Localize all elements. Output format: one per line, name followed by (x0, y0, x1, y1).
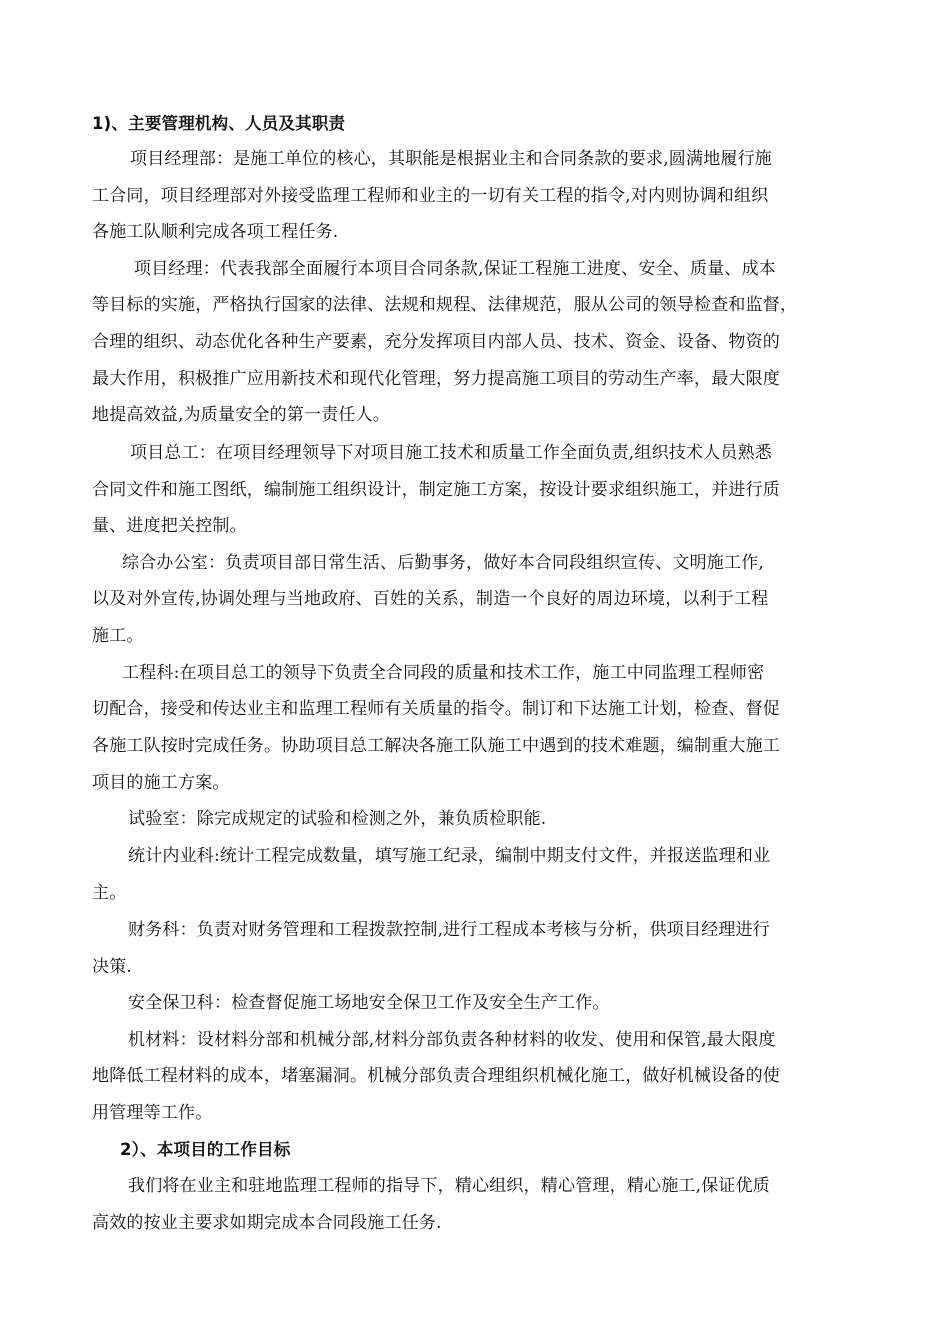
paragraph-line: 试验室：除完成规定的试验和检测之外，兼负质检职能. (128, 809, 547, 829)
paragraph-line: 合理的组织、动态优化各种生产要素，充分发挥项目内部人员、技术、资金、设备、物资的 (92, 332, 780, 352)
paragraph-line: 决策. (92, 957, 133, 977)
paragraph-line: 我们将在业主和驻地监理工程师的指导下，精心组织，精心管理，精心施工,保证优质 (128, 1176, 771, 1196)
paragraph-line: 财务科：负责对财务管理和工程拨款控制,进行工程成本考核与分析，供项目经理进行 (128, 920, 771, 940)
section2-heading: 2）、本项目的工作目标 (120, 1140, 291, 1159)
paragraph-line: 地提高效益,为质量安全的第一责任人。 (92, 405, 391, 425)
paragraph-line: 主。 (92, 883, 127, 903)
paragraph-line: 合同文件和施工图纸，编制施工组织设计，制定施工方案，按设计要求组织施工，并进行质 (92, 480, 780, 500)
paragraph-line: 工合同，项目经理部对外接受监理工程师和业主的一切有关工程的指令,对内则协调和组织 (92, 186, 769, 206)
section1-heading: 1)、主要管理机构、人员及其职责 (92, 114, 346, 133)
paragraph-line: 地降低工程材料的成本，堵塞漏洞。机械分部负责合理组织机械化施工，做好机械设备的使 (92, 1066, 780, 1086)
paragraph-line: 各施工队按时完成任务。协助项目总工解决各施工队施工中遇到的技术难题，编制重大施工 (92, 736, 780, 756)
paragraph-line: 安全保卫科：检查督促施工场地安全保卫工作及安全生产工作。 (128, 993, 610, 1013)
paragraph-line: 项目经理：代表我部全面履行本项目合同条款,保证工程施工进度、安全、质量、成本 (134, 259, 777, 279)
paragraph-line: 最大作用，积极推广应用新技术和现代化管理，努力提高施工项目的劳动生产率，最大限度 (92, 369, 780, 389)
paragraph-line: 项目的施工方案。 (92, 773, 230, 793)
paragraph-line: 施工。 (92, 626, 144, 646)
paragraph-line: 项目经理部：是施工单位的核心，其职能是根据业主和合同条款的要求,圆满地履行施 (130, 149, 773, 169)
paragraph-line: 高效的按业主要求如期完成本合同段施工任务. (92, 1213, 442, 1233)
paragraph-line: 切配合，接受和传达业主和监理工程师有关质量的指令。制订和下达施工计划，检查、督促 (92, 699, 780, 719)
paragraph-line: 等目标的实施，严格执行国家的法律、法规和规程、法律规范，服从公司的领导检查和监督， (92, 295, 798, 315)
paragraph-line: 用管理等工作。 (92, 1103, 213, 1123)
paragraph-line: 统计内业科:统计工程完成数量，填写施工纪录，编制中期支付文件，并报送监理和业 (128, 846, 771, 866)
paragraph-line: 综合办公室：负责项目部日常生活、后勤事务，做好本合同段组织宣传、文明施工作, (122, 553, 765, 573)
paragraph-line: 以及对外宣传,协调处理与当地政府、百姓的关系，制造一个良好的周边环境，以利于工程 (92, 589, 769, 609)
paragraph-line: 项目总工：在项目经理领导下对项目施工技术和质量工作全面负责,组织技术人员熟悉 (130, 443, 773, 463)
paragraph-line: 各施工队顺利完成各项工程任务. (92, 222, 339, 242)
paragraph-line: 机材料：设材料分部和机械分部,材料分部负责各种材料的收发、使用和保管,最大限度 (128, 1030, 776, 1050)
paragraph-line: 量、进度把关控制。 (92, 516, 247, 536)
paragraph-line: 工程科:在项目总工的领导下负责全合同段的质量和技术工作，施工中同监理工程师密 (122, 663, 765, 683)
